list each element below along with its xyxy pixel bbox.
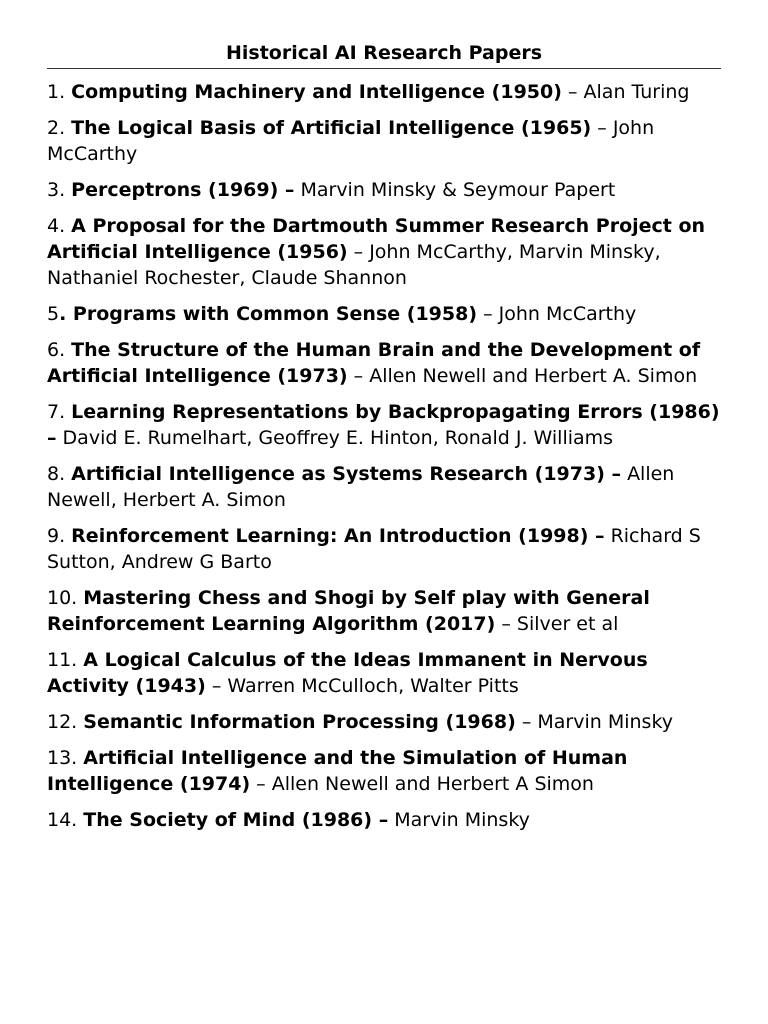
paper-title: A Proposal for the Dartmouth Summer Research Project on Artificial Intelligence (1956) [47, 215, 706, 263]
document-title: Historical AI Research Papers [47, 40, 721, 69]
paper-authors: Marvin Minsky [394, 809, 530, 831]
item-number: 4. [47, 215, 72, 237]
list-item [47, 337, 721, 389]
paper-authors: David E. Rumelhart, Geoffrey E. Hinton, Ronald J. Williams [62, 427, 614, 449]
separator: – [477, 303, 499, 325]
separator: – [347, 365, 370, 387]
separator: – [591, 117, 613, 139]
paper-title: The Structure of the Human Brain and the Development of Artificial Intelligence (1973) [47, 339, 701, 387]
paper-title: A Logical Calculus of the Ideas Immanent in Nervous Activity (1943) [47, 649, 648, 697]
paper-authors: Richard S Sutton, Andrew G Barto [47, 525, 701, 573]
item-number: 11. [47, 649, 84, 671]
paper-list [47, 79, 721, 833]
item-number: 14. [47, 809, 84, 831]
paper-authors: Marvin Minsky [537, 711, 674, 733]
paper-title: Computing Machinery and Intelligence (1950) [71, 81, 562, 103]
item-number: 6. [47, 339, 72, 361]
list-item [47, 523, 721, 575]
paper-title: Semantic Information Processing (1968) [83, 711, 516, 733]
list-item [47, 745, 721, 797]
paper-title: Learning Representations by Backpropagating Errors (1986) – [47, 401, 720, 449]
paper-authors: Allen Newell and Herbert A. Simon [369, 365, 698, 387]
item-number: 7. [47, 401, 72, 423]
item-number: 13. [47, 747, 84, 769]
list-item [47, 807, 721, 833]
paper-title: Mastering Chess and Shogi by Self play with General Reinforcement Learning Algorithm (2017) [47, 587, 650, 635]
list-item [47, 115, 721, 167]
paper-authors: Allen Newell, Herbert A. Simon [47, 463, 675, 511]
document-page [47, 40, 721, 843]
item-number: 12. [47, 711, 84, 733]
list-item [47, 585, 721, 637]
item-number: 9. [47, 525, 72, 547]
list-item [47, 177, 721, 203]
item-number: 2. [47, 117, 72, 139]
list-item [47, 461, 721, 513]
separator: – [347, 241, 370, 263]
paper-title: . Programs with Common Sense (1958) [59, 303, 478, 325]
list-item [47, 79, 721, 105]
paper-authors: John McCarthy [498, 303, 637, 325]
item-number: 8. [47, 463, 72, 485]
list-item [47, 647, 721, 699]
separator: – [561, 81, 584, 103]
paper-authors: Marvin Minsky & Seymour Papert [300, 179, 616, 201]
paper-title: Perceptrons (1969) – [71, 179, 295, 201]
paper-title: Artificial Intelligence and the Simulation of Human Intelligence (1974) [47, 747, 628, 795]
paper-title: The Society of Mind (1986) – [83, 809, 389, 831]
list-item [47, 709, 721, 735]
item-number: 3. [47, 179, 72, 201]
list-item [47, 213, 721, 291]
item-number: 10. [47, 587, 84, 609]
item-number: 5 [47, 303, 60, 325]
paper-authors: Alan Turing [583, 81, 690, 103]
separator: – [250, 773, 272, 795]
paper-authors: John McCarthy [47, 117, 655, 165]
paper-authors: Silver et al [516, 613, 619, 635]
separator: – [205, 675, 228, 697]
separator: – [515, 711, 538, 733]
paper-authors: Allen Newell and Herbert A Simon [271, 773, 594, 795]
item-number: 1. [47, 81, 72, 103]
paper-authors: John McCarthy, Marvin Minsky, Nathaniel Rochester, Claude Shannon [47, 241, 661, 289]
separator: – [495, 613, 517, 635]
paper-title: Artificial Intelligence as Systems Research (1973) – [71, 463, 622, 485]
list-item [47, 301, 721, 327]
paper-title: Reinforcement Learning: An Introduction (1998) – [71, 525, 605, 547]
paper-authors: Warren McCulloch, Walter Pitts [227, 675, 519, 697]
list-item [47, 399, 721, 451]
paper-title: The Logical Basis of Artificial Intelligence (1965) [71, 117, 592, 139]
